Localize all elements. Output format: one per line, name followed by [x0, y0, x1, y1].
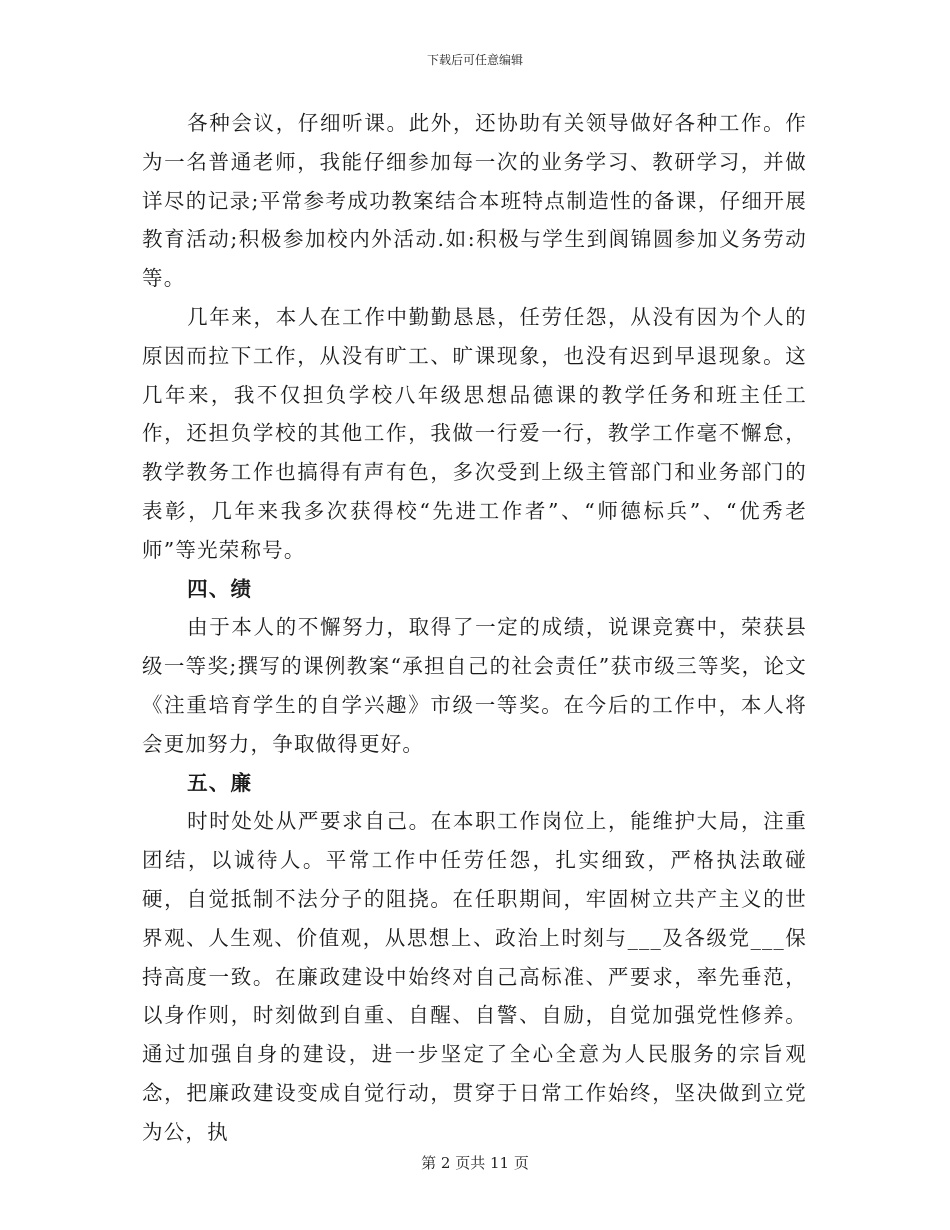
paragraph-meetings: 各种会议，仔细听课。此外，还协助有关领导做好各种工作。作为一名普通老师，我能仔细参加每一次的业务学习、教研学习，并做详尽的记录;平常参考成功教案结合本班特点制造性的备课，仔细开展教育活动;积极参加校内外活动.如:积极与学生到阆锦圆参加义务劳动等。 — [142, 111, 807, 291]
paragraph-diligence: 几年来，本人在工作中勤勤恳恳，任劳任怨，从没有因为个人的原因而拉下工作，从没有旷工、旷课现象，也没有迟到早退现象。这几年来，我不仅担负学校八年级思想品德课的教学任务和班主任工作，还担负学校的其他工作，我做一行爱一行，教学工作毫不懈怠，教学教务工作也搞得有声有色，多次受到上级主管部门和业务部门的表彰，几年来我多次获得校“先进工作者”、“师德标兵”、“优秀老师”等光荣称号。 — [142, 304, 807, 562]
page-footer: 第 2 页共 11 页 — [421, 1154, 529, 1172]
page-header: 下载后可任意编辑 — [426, 53, 523, 67]
paragraph-achievements: 由于本人的不懈努力，取得了一定的成绩，说课竞赛中，荣获县级一等奖;撰写的课例教案“承担自己的社会责任”获市级三等奖，论文《注重培育学生的自学兴趣》市级一等奖。在今后的工作中，本人将会更加努力，争取做得更好。 — [142, 615, 807, 756]
paragraph-integrity: 时时处处从严要求自己。在本职工作岗位上，能维护大局，注重团结，以诚待人。平常工作中任劳任怨，扎实细致，严格执法敢碰硬，自觉抵制不法分子的阻挠。在任职期间，牢固树立共产主义的世界观、人生观、价值观，从思想上、政治上时刻与___及各级党___保持高度一致。在廉政建设中始终对自己高标准、严要求，率先垂范，以身作则，时刻做到自重、自醒、自警、自励，自觉加强党性修养。通过加强自身的建设，进一步坚定了全心全意为人民服务的宗旨观念，把廉政建设变成自觉行动，贯穿于日常工作始终，坚决做到立党为公，执 — [142, 809, 807, 1144]
section-heading-achievements: 四、绩 — [187, 576, 253, 601]
document-body — [142, 104, 807, 1152]
section-heading-integrity: 五、廉 — [187, 770, 253, 795]
